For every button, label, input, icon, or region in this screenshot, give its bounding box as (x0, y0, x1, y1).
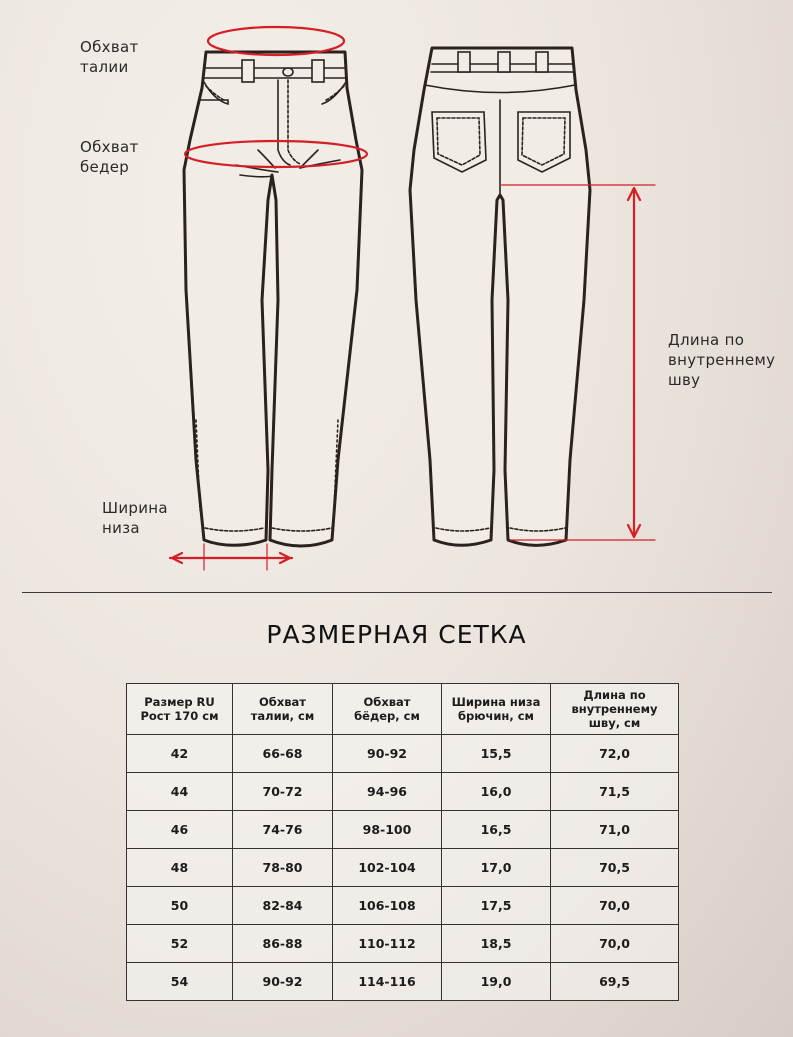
cell-waist: 86-88 (233, 925, 333, 963)
table-row (127, 811, 679, 849)
cell-hem-width: 18,5 (442, 925, 551, 963)
cell-inseam: 69,5 (551, 963, 679, 1001)
cell-inseam: 71,0 (551, 811, 679, 849)
hem-width-marker (170, 544, 292, 570)
header-size: Размер RU Рост 170 см (127, 684, 233, 735)
cell-inseam: 72,0 (551, 735, 679, 773)
cell-inseam: 70,0 (551, 925, 679, 963)
cell-hips: 114-116 (333, 963, 442, 1001)
cell-size: 48 (127, 849, 233, 887)
size-table (126, 683, 679, 1001)
header-hem-width: Ширина низа брючин, см (442, 684, 551, 735)
cell-waist: 90-92 (233, 963, 333, 1001)
cell-hem-width: 17,5 (442, 887, 551, 925)
table-header-row (127, 684, 679, 735)
cell-hem-width: 15,5 (442, 735, 551, 773)
cell-hips: 90-92 (333, 735, 442, 773)
table-row (127, 773, 679, 811)
cell-size: 54 (127, 963, 233, 1001)
cell-waist: 78-80 (233, 849, 333, 887)
table-row (127, 735, 679, 773)
header-hips: Обхват бёдер, см (333, 684, 442, 735)
header-inseam: Длина по внутреннему шву, см (551, 684, 679, 735)
cell-inseam: 70,5 (551, 849, 679, 887)
cell-waist: 74-76 (233, 811, 333, 849)
cell-hips: 98-100 (333, 811, 442, 849)
cell-inseam: 71,5 (551, 773, 679, 811)
table-row (127, 887, 679, 925)
cell-hips: 102-104 (333, 849, 442, 887)
cell-size: 46 (127, 811, 233, 849)
cell-waist: 82-84 (233, 887, 333, 925)
cell-hem-width: 16,5 (442, 811, 551, 849)
cell-hips: 106-108 (333, 887, 442, 925)
inseam-label: Длина по внутреннему шву (668, 331, 776, 389)
cell-hem-width: 19,0 (442, 963, 551, 1001)
cell-size: 42 (127, 735, 233, 773)
cell-inseam: 70,0 (551, 887, 679, 925)
hem-width-label: Ширина низа (102, 499, 168, 537)
cell-waist: 70-72 (233, 773, 333, 811)
divider (22, 592, 772, 593)
waist-label: Обхват талии (80, 38, 139, 76)
cell-hem-width: 17,0 (442, 849, 551, 887)
hips-label: Обхват бедер (80, 138, 139, 176)
header-waist: Обхват талии, см (233, 684, 333, 735)
cell-size: 44 (127, 773, 233, 811)
table-row (127, 925, 679, 963)
cell-size: 52 (127, 925, 233, 963)
table-row (127, 963, 679, 1001)
cell-hips: 110-112 (333, 925, 442, 963)
cell-hips: 94-96 (333, 773, 442, 811)
cell-hem-width: 16,0 (442, 773, 551, 811)
cell-waist: 66-68 (233, 735, 333, 773)
table-row (127, 849, 679, 887)
cell-size: 50 (127, 887, 233, 925)
size-chart-title: РАЗМЕРНАЯ СЕТКА (266, 620, 527, 649)
